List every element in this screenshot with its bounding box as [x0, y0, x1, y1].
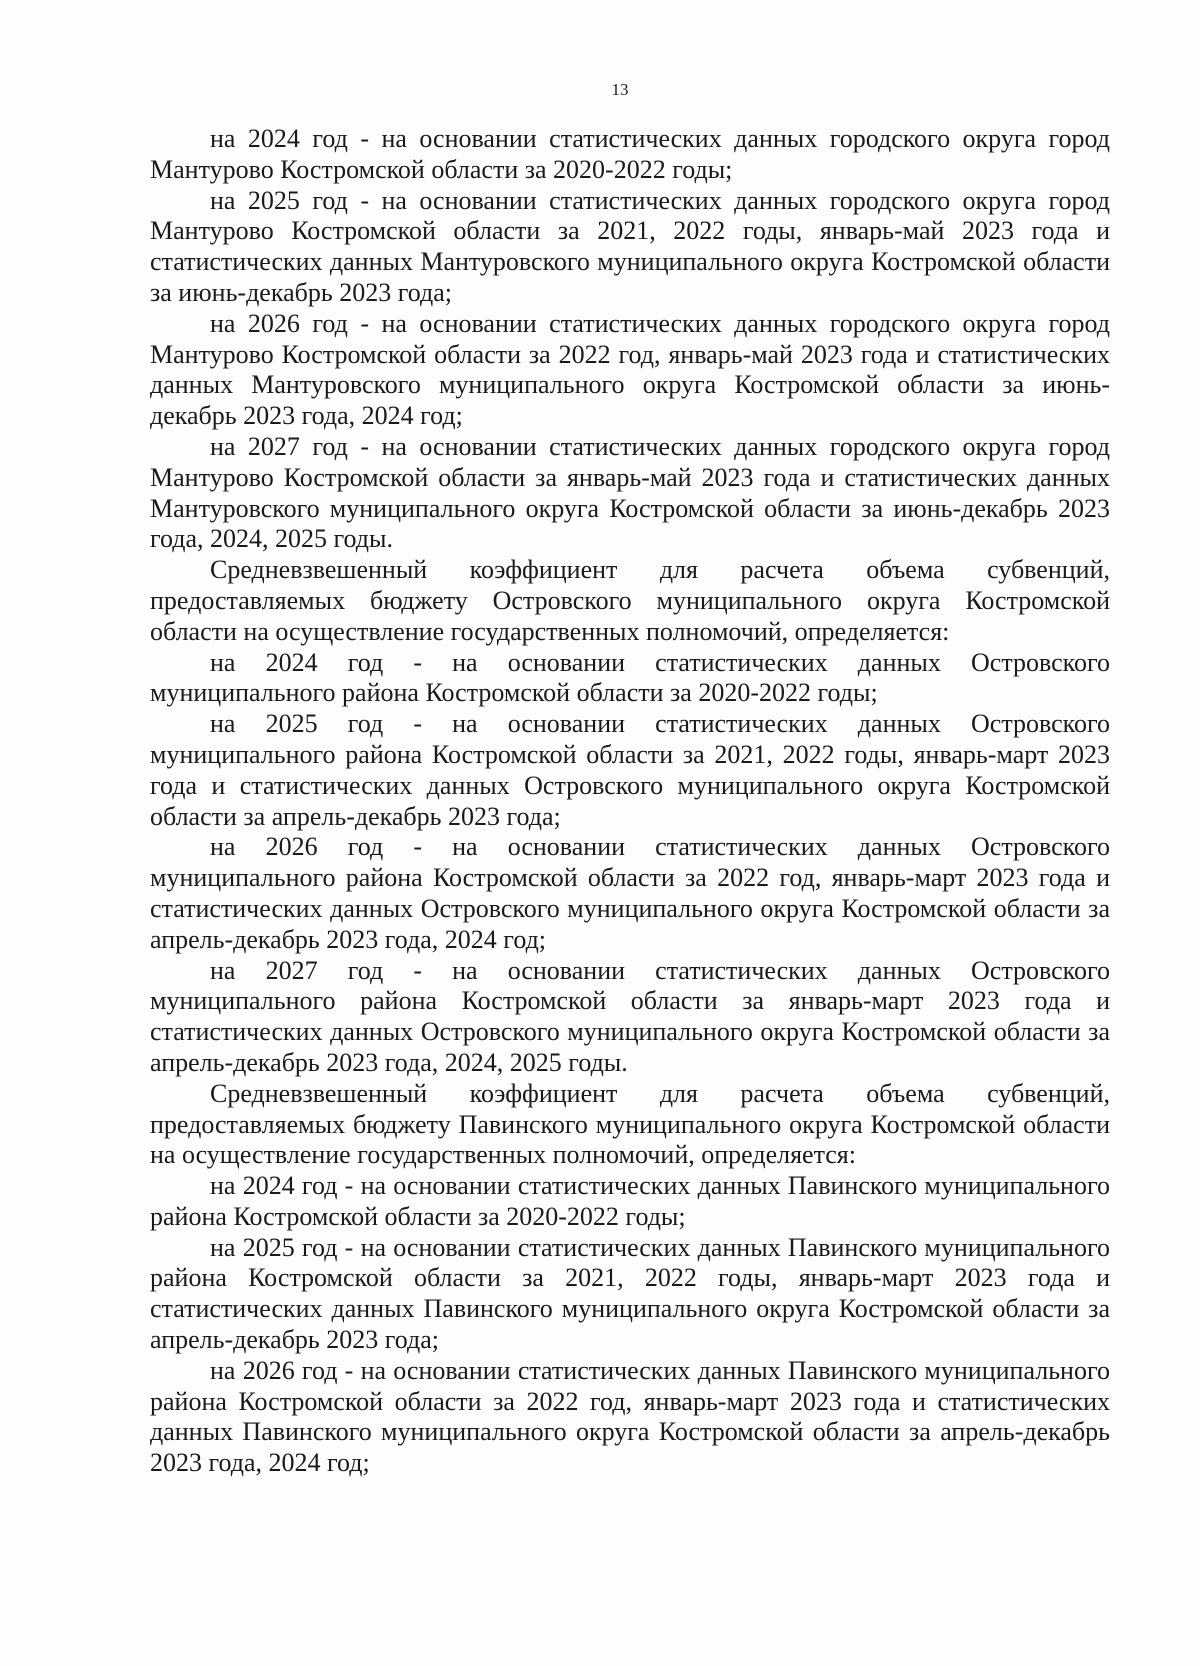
paragraph-mant-2027: на 2027 год - на основании статистических данных городского округа город Мантурово Костромской области за январь-май 2023 года и статистических данных Мантуровского муниципального округа Костромской области за июнь-декабрь 2023 года, 2024, 2025 годы. [150, 431, 1110, 554]
paragraph-mant-2025: на 2025 год - на основании статистических данных городского округа город Мантурово Костромской области за 2021, 2022 годы, январь-май 2023 года и статистических данных Мантуровского муниципального округа Костромской области за июнь-декабрь 2023 года; [150, 185, 1110, 307]
paragraph-pavino-2024: на 2024 год - на основании статистических данных Павинского муниципального района Костромской области за 2020-2022 годы; [150, 1171, 1110, 1231]
page-number: 13 [611, 80, 629, 99]
paragraph-mant-2026: на 2026 год - на основании статистических данных городского округа город Мантурово Костромской области за 2022 год, январь-май 2023 года и статистических данных Мантуровского муниципального округа Костромской области за июнь-декабрь 2023 года, 2024 год; [150, 308, 1110, 431]
document-body [150, 124, 1110, 1479]
paragraph-mant-2024: на 2024 год - на основании статистических данных городского округа город Мантурово Костромской области за 2020-2022 годы; [150, 124, 1110, 184]
paragraph-ostrov-2027: на 2027 год - на основании статистических данных Островского муниципального района Костромской области за январь-март 2023 года и статистических данных Островского муниципального округа Костромской области за апрель-декабрь 2023 года, 2024, 2025 годы. [150, 955, 1110, 1077]
paragraph-ostrov-2024: на 2024 год - на основании статистических данных Островского муниципального района Костромской области за 2020-2022 годы; [150, 647, 1110, 708]
paragraph-ostrov-2026: на 2026 год - на основании статистических данных Островского муниципального района Костромской области за 2022 год, январь-март 2023 года и статистических данных Островского муниципального округа Костромской области за апрель-декабрь 2023 года, 2024 год; [150, 832, 1110, 954]
paragraph-ostrov-2025: на 2025 год - на основании статистических данных Островского муниципального района Костромской области за 2021, 2022 годы, январь-март 2023 года и статистических данных Островского муниципального округа Костромской области за апрель-декабрь 2023 года; [150, 709, 1110, 831]
paragraph-pavino-2026: на 2026 год - на основании статистических данных Павинского муниципального района Костромской области за 2022 год, январь-март 2023 года и статистических данных Павинского муниципального округа Костромской области за апрель-декабрь 2023 года, 2024 год; [150, 1355, 1110, 1478]
paragraph-pavino-2025: на 2025 год - на основании статистических данных Павинского муниципального района Костромской области за 2021, 2022 годы, январь-март 2023 года и статистических данных Павинского муниципального округа Костромской области за апрель-декабрь 2023 года; [150, 1232, 1110, 1355]
paragraph-pavino-intro: Средневзвешенный коэффициент для расчета объема субвенций, предоставляемых бюджету Павинского муниципального округа Костромской области на осуществление государственных полномочий, определяется: [150, 1078, 1110, 1170]
paragraph-ostrov-intro: Средневзвешенный коэффициент для расчета объема субвенций, предоставляемых бюджету Островского муниципального округа Костромской области на осуществление государственных полномочий, определяется: [150, 555, 1110, 646]
